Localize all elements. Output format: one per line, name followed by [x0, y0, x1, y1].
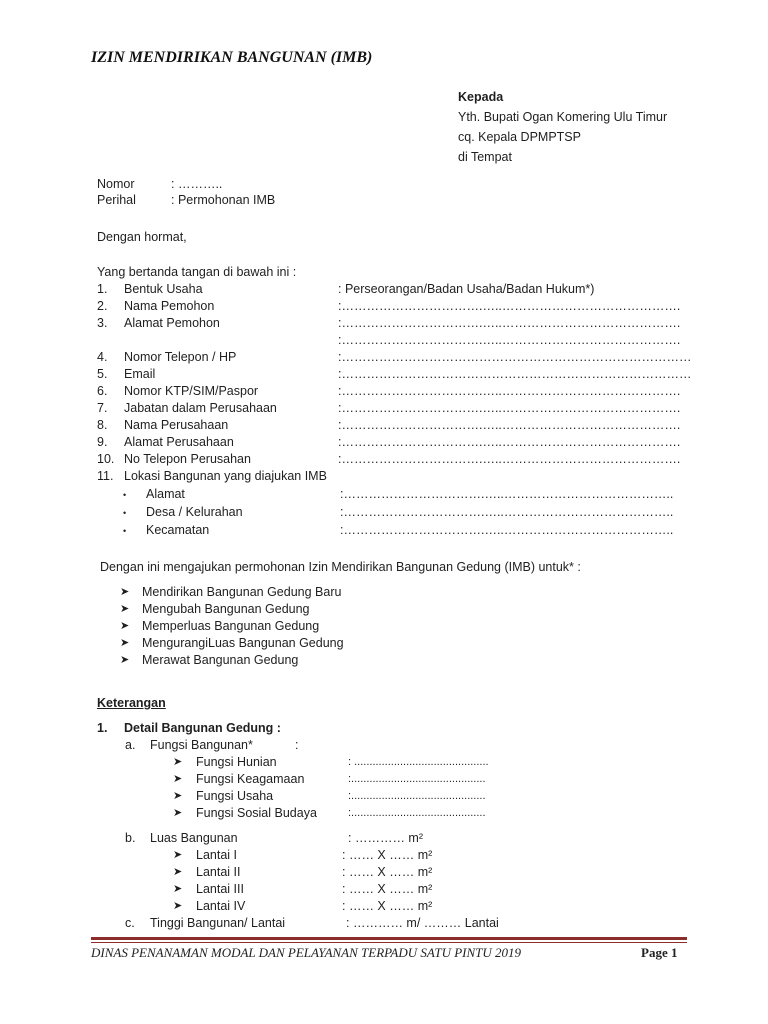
notes-heading: Keterangan	[97, 696, 166, 710]
location-value: :…………………………….…..…………………………………..	[340, 487, 674, 501]
bullet-icon: •	[123, 508, 127, 518]
height-label: Tinggi Bangunan/ Lantai	[150, 916, 286, 930]
field-label: Bentuk Usaha	[124, 282, 203, 296]
purpose-item: Mendirikan Bangunan Gedung Baru	[142, 585, 342, 599]
field-number: 1.	[97, 282, 108, 296]
field-value: :…………………………….…..…………………………………….	[338, 418, 681, 432]
field-number: 6.	[97, 384, 108, 398]
field-value: :…………………………………………………………………………	[338, 350, 692, 364]
function-value: : ............................................	[348, 756, 489, 768]
arrow-bullet-icon: ➤	[173, 883, 183, 895]
purpose-item: Memperluas Bangunan Gedung	[142, 619, 320, 633]
addressee-line: cq. Kepala DPMPTSP	[458, 130, 581, 144]
addressee-line: Yth. Bupati Ogan Komering Ulu Timur	[458, 110, 668, 124]
field-number: 9.	[97, 435, 108, 449]
arrow-bullet-icon: ➤	[173, 900, 183, 912]
floor-label: Lantai II	[196, 865, 241, 879]
field-label: Nomor Telepon / HP	[124, 350, 237, 364]
intro-text: Yang bertanda tangan di bawah ini :	[97, 265, 297, 279]
nomor-value: : ………..	[171, 177, 223, 191]
arrow-bullet-icon: ➤	[120, 654, 130, 666]
field-number: 8.	[97, 418, 108, 432]
floor-value: : …… X …… m²	[342, 848, 433, 862]
location-label: Desa / Kelurahan	[146, 505, 243, 519]
field-value: :…………………………….…..…………………………………….	[338, 333, 681, 347]
field-value: :…………………………….…..…………………………………….	[338, 401, 681, 415]
addressee-heading: Kepada	[458, 90, 504, 104]
floor-value: : …… X …… m²	[342, 882, 433, 896]
field-value: :…………………………….…..…………………………………….	[338, 316, 681, 330]
document-title: IZIN MENDIRIKAN BANGUNAN (IMB)	[91, 49, 373, 66]
field-label: No Telepon Perusahan	[124, 452, 251, 466]
field-number: 7.	[97, 401, 108, 415]
field-label: Nama Perusahaan	[124, 418, 229, 432]
floor-label: Lantai IV	[196, 899, 246, 913]
floor-value: : …… X …… m²	[342, 865, 433, 879]
bullet-icon: •	[123, 526, 127, 536]
purpose-item: Mengubah Bangunan Gedung	[142, 602, 310, 616]
nomor-label: Nomor	[97, 177, 135, 191]
field-label: Email	[124, 367, 156, 381]
perihal-label: Perihal	[97, 193, 136, 207]
page-number: Page 1	[641, 945, 678, 960]
footer-divider	[91, 937, 687, 940]
floor-value: : …… X …… m²	[342, 899, 433, 913]
function-value: :............................................	[348, 807, 486, 819]
floor-label: Lantai III	[196, 882, 244, 896]
perihal-value: : Permohonan IMB	[171, 193, 276, 207]
addressee-line: di Tempat	[458, 150, 512, 164]
location-value: :…………………………….…..…………………………………..	[340, 505, 674, 519]
field-value: : Perseorangan/Badan Usaha/Badan Hukum*)	[338, 282, 595, 296]
function-value: :............................................	[348, 773, 486, 785]
area-value: : ………… m²	[348, 831, 423, 845]
field-value: :…………………………………………………………………………	[338, 367, 692, 381]
function-label: Fungsi Keagamaan	[196, 772, 305, 786]
field-number: 2.	[97, 299, 108, 313]
detail-number: 1.	[97, 721, 108, 735]
sub-letter: b.	[125, 831, 136, 845]
function-colon: :	[295, 738, 299, 752]
field-number: 5.	[97, 367, 108, 381]
field-label: Nomor KTP/SIM/Paspor	[124, 384, 259, 398]
field-label: Alamat Pemohon	[124, 316, 220, 330]
field-label: Lokasi Bangunan yang diajukan IMB	[124, 469, 327, 483]
arrow-bullet-icon: ➤	[173, 807, 183, 819]
field-label: Alamat Perusahaan	[124, 435, 234, 449]
field-value: :…………………………….…..…………………………………….	[338, 299, 681, 313]
greeting: Dengan hormat,	[97, 230, 187, 244]
arrow-bullet-icon: ➤	[120, 620, 130, 632]
arrow-bullet-icon: ➤	[120, 637, 130, 649]
function-heading: Fungsi Bangunan*	[150, 738, 253, 752]
field-number: 3.	[97, 316, 108, 330]
location-label: Kecamatan	[146, 523, 210, 537]
field-label: Nama Pemohon	[124, 299, 215, 313]
arrow-bullet-icon: ➤	[173, 790, 183, 802]
location-label: Alamat	[146, 487, 185, 501]
function-label: Fungsi Sosial Budaya	[196, 806, 317, 820]
arrow-bullet-icon: ➤	[173, 866, 183, 878]
arrow-bullet-icon: ➤	[173, 773, 183, 785]
arrow-bullet-icon: ➤	[173, 756, 183, 768]
location-value: :…………………………….…..…………………………………..	[340, 523, 674, 537]
field-label: Jabatan dalam Perusahaan	[124, 401, 277, 415]
field-value: :…………………………….…..…………………………………….	[338, 452, 681, 466]
floor-label: Lantai I	[196, 848, 238, 862]
purpose-item: Merawat Bangunan Gedung	[142, 653, 299, 667]
sub-letter: c.	[125, 916, 135, 930]
height-value: : ………… m/ ……… Lantai	[346, 916, 499, 930]
field-value: :…………………………….…..…………………………………….	[338, 384, 681, 398]
arrow-bullet-icon: ➤	[120, 603, 130, 615]
arrow-bullet-icon: ➤	[120, 586, 130, 598]
application-intro: Dengan ini mengajukan permohonan Izin Mendirikan Bangunan Gedung (IMB) untuk* :	[100, 560, 581, 574]
footer-divider	[91, 942, 687, 943]
detail-heading: Detail Bangunan Gedung :	[124, 721, 281, 735]
field-number: 11.	[97, 469, 114, 483]
bullet-icon: •	[123, 490, 127, 500]
field-number: 4.	[97, 350, 108, 364]
function-label: Fungsi Usaha	[196, 789, 274, 803]
arrow-bullet-icon: ➤	[173, 849, 183, 861]
function-label: Fungsi Hunian	[196, 755, 277, 769]
purpose-item: MengurangiLuas Bangunan Gedung	[142, 636, 344, 650]
field-value: :…………………………….…..…………………………………….	[338, 435, 681, 449]
area-label: Luas Bangunan	[150, 831, 238, 845]
sub-letter: a.	[125, 738, 136, 752]
function-value: :............................................	[348, 790, 486, 802]
footer-agency: DINAS PENANAMAN MODAL DAN PELAYANAN TERPADU SATU PINTU 2019	[91, 945, 522, 960]
field-number: 10.	[97, 452, 115, 466]
